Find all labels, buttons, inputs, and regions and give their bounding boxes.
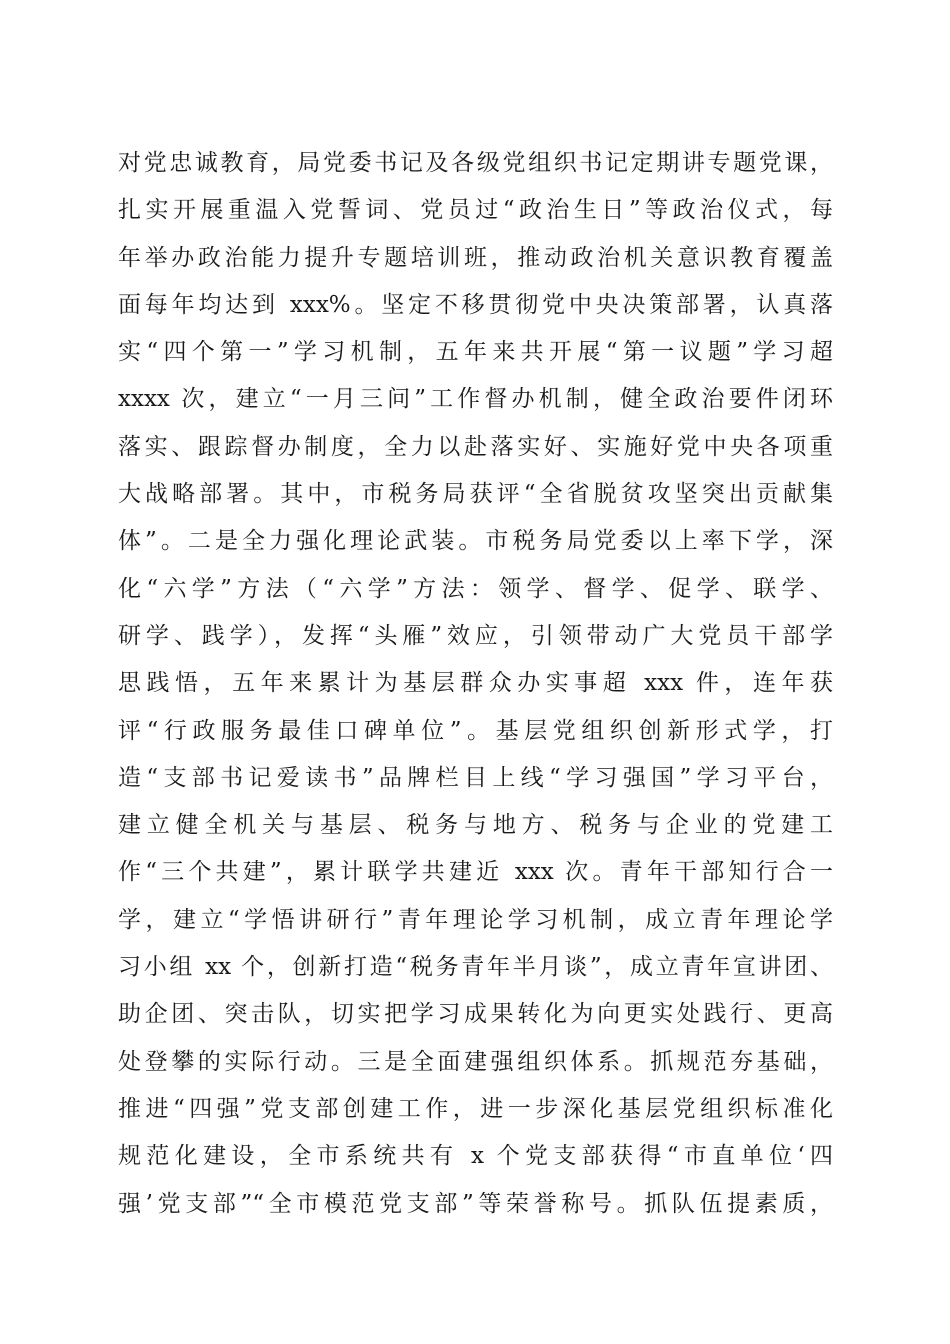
- text-line: xxxx 次，建立“一月三问”工作督办机制，健全政治要件闭环: [118, 386, 833, 413]
- text-line: 面每年均达到 xxx%。坚定不移贯彻党中央决策部署，认真落: [118, 291, 833, 318]
- text-line: 研学、践学），发挥“头雁”效应，引领带动广大党员干部学: [118, 622, 833, 649]
- text-line: 大战略部署。其中，市税务局获评“全省脱贫攻坚突出贡献集: [118, 481, 833, 508]
- text-line: 体”。二是全力强化理论武装。市税务局党委以上率下学，深: [118, 528, 833, 555]
- text-line: 化“六学”方法（“六学”方法：领学、督学、促学、联学、: [118, 575, 833, 602]
- body-text: [118, 140, 833, 1228]
- text-line: 建立健全机关与基层、税务与地方、税务与企业的党建工: [118, 812, 833, 839]
- text-line: 造“支部书记爱读书”品牌栏目上线“学习强国”学习平台，: [118, 764, 833, 791]
- text-line: 落实、跟踪督办制度，全力以赴落实好、实施好党中央各项重: [118, 433, 833, 460]
- text-line: 年举办政治能力提升专题培训班，推动政治机关意识教育覆盖: [118, 244, 833, 271]
- text-line: 规范化建设，全市系统共有 x 个党支部获得“市直单位‘四: [118, 1143, 833, 1170]
- text-line: 处登攀的实际行动。三是全面建强组织体系。抓规范夯基础，: [118, 1048, 833, 1075]
- text-line: 扎实开展重温入党誓词、党员过“政治生日”等政治仪式，每: [118, 197, 833, 224]
- text-line: 对党忠诚教育，局党委书记及各级党组织书记定期讲专题党课，: [118, 150, 833, 176]
- text-line: 思践悟，五年来累计为基层群众办实事超 xxx 件，连年获: [118, 670, 833, 697]
- text-line: 助企团、突击队，切实把学习成果转化为向更实处践行、更高: [118, 1001, 833, 1028]
- text-line: 习小组 xx 个，创新打造“税务青年半月谈”，成立青年宣讲团、: [118, 954, 833, 981]
- text-line: 作“三个共建”，累计联学共建近 xxx 次。青年干部知行合一: [118, 859, 833, 886]
- text-line: 推进“四强”党支部创建工作，进一步深化基层党组织标准化: [118, 1095, 833, 1122]
- text-line: 学，建立“学悟讲研行”青年理论学习机制，成立青年理论学: [118, 906, 833, 933]
- text-line: 评“行政服务最佳口碑单位”。基层党组织创新形式学，打: [118, 717, 833, 744]
- text-line: 强’党支部”“全市模范党支部”等荣誉称号。抓队伍提素质，: [118, 1190, 833, 1217]
- text-line: 实“四个第一”学习机制，五年来共开展“第一议题”学习超: [118, 339, 833, 366]
